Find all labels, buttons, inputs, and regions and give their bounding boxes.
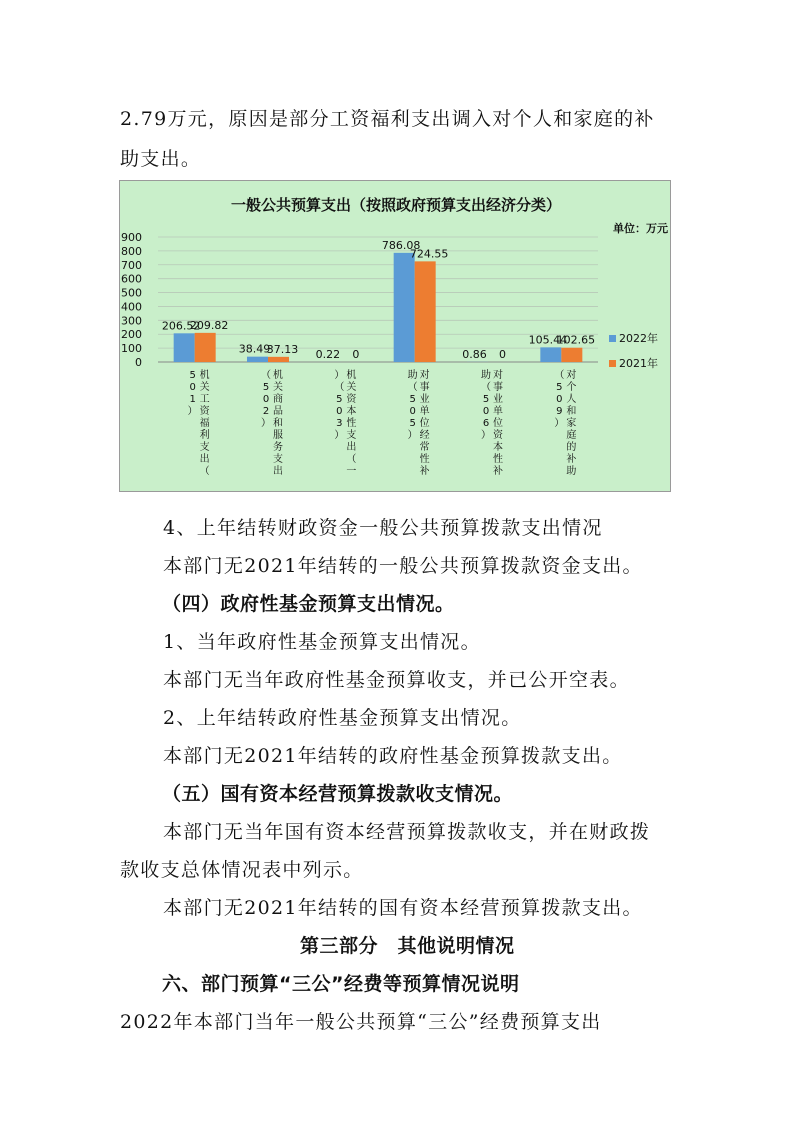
data-label: 0	[352, 348, 360, 361]
data-label: 786.08	[381, 238, 421, 252]
paragraph-line: 本部门无2021年结转的一般公共预算拨款资金支出。	[163, 555, 643, 577]
y-tick-label: 100	[121, 342, 142, 356]
y-tick-label: 800	[121, 244, 142, 258]
bar	[174, 333, 195, 362]
y-tick-label: 500	[121, 286, 142, 300]
y-tick-label: 0	[135, 356, 142, 369]
y-tick-label: 400	[121, 300, 142, 314]
section-heading: （五）国有资本经营预算拨款收支情况。	[162, 783, 514, 805]
x-tick-label: 机关工资福利支出（5 0 1 ）	[187, 370, 210, 477]
data-label: 0	[499, 348, 506, 361]
paragraph-line: 助支出。	[120, 148, 202, 170]
paragraph-line: 本部门无2021年结转的政府性基金预算拨款支出。	[163, 745, 623, 767]
bar	[195, 333, 216, 362]
paragraph-line: 本部门无2021年结转的国有资本经营预算拨款支出。	[163, 897, 643, 919]
section-heading: 六、部门预算“三公”经费等预算情况说明	[162, 973, 520, 995]
y-tick-label: 300	[121, 314, 142, 328]
bar	[247, 357, 268, 362]
subsection-heading: 2、上年结转政府性基金预算支出情况。	[163, 707, 522, 729]
x-tick-label: 对个人和家庭的补助（ 5 0 9 ）	[554, 370, 577, 477]
bar	[394, 253, 415, 362]
y-tick-label: 900	[121, 231, 142, 244]
subsection-heading: 1、当年政府性基金预算支出情况。	[163, 631, 481, 653]
x-tick-label: 机关资本性支出（一）（ 5 0 3 ）	[334, 370, 357, 477]
paragraph-line: 本部门无当年国有资本经营预算拨款收支，并在财政拨	[163, 821, 651, 843]
bar	[415, 261, 436, 362]
paragraph-line: 款收支总体情况表中列示。	[120, 859, 364, 881]
section-heading: （四）政府性基金预算支出情况。	[162, 593, 455, 615]
bar-chart	[119, 180, 671, 492]
legend-label: 2022年	[619, 332, 658, 345]
chart-title: 一般公共预算支出（按照政府预算支出经济分类）	[230, 196, 562, 214]
legend-label: 2021年	[619, 357, 658, 370]
data-label: 0.22	[315, 347, 341, 361]
x-tick-label: 对事业单位经常性补助（ 5 0 5 ）	[407, 370, 430, 477]
chart-svg	[120, 181, 672, 493]
section-heading: 4、上年结转财政资金一般公共预算拨款支出情况	[163, 517, 603, 539]
data-label: 38.49	[238, 342, 271, 356]
bar	[540, 347, 561, 362]
data-label: 102.65	[556, 333, 596, 347]
bar	[268, 357, 289, 362]
y-tick-label: 700	[121, 258, 142, 272]
paragraph-line: 2.79万元，原因是部分工资福利支出调入对个人和家庭的补	[120, 108, 655, 130]
part-heading: 第三部分 其他说明情况	[300, 935, 515, 957]
chart-unit: 单位：万元	[613, 222, 668, 235]
data-label: 206.52	[161, 319, 201, 333]
legend-swatch	[609, 335, 616, 342]
data-label: 105.44	[528, 333, 568, 347]
paragraph-line: 2022年本部门当年一般公共预算“三公”经费预算支出	[120, 1011, 602, 1033]
bar	[561, 348, 582, 362]
data-label: 37.13	[266, 342, 299, 356]
x-tick-label: 机关商品和服务支出（ 5 0 2 ）	[261, 370, 283, 477]
y-tick-label: 600	[121, 272, 142, 286]
x-tick-label: 对事业单位资本性补助（ 5 0 6 ）	[481, 370, 503, 477]
data-label: 724.55	[409, 247, 449, 261]
legend-swatch	[609, 360, 616, 367]
y-tick-label: 200	[121, 328, 142, 342]
paragraph-line: 本部门无当年政府性基金预算收支，并已公开空表。	[163, 669, 630, 691]
data-label: 209.82	[189, 318, 229, 332]
data-label: 0.86	[462, 347, 487, 361]
